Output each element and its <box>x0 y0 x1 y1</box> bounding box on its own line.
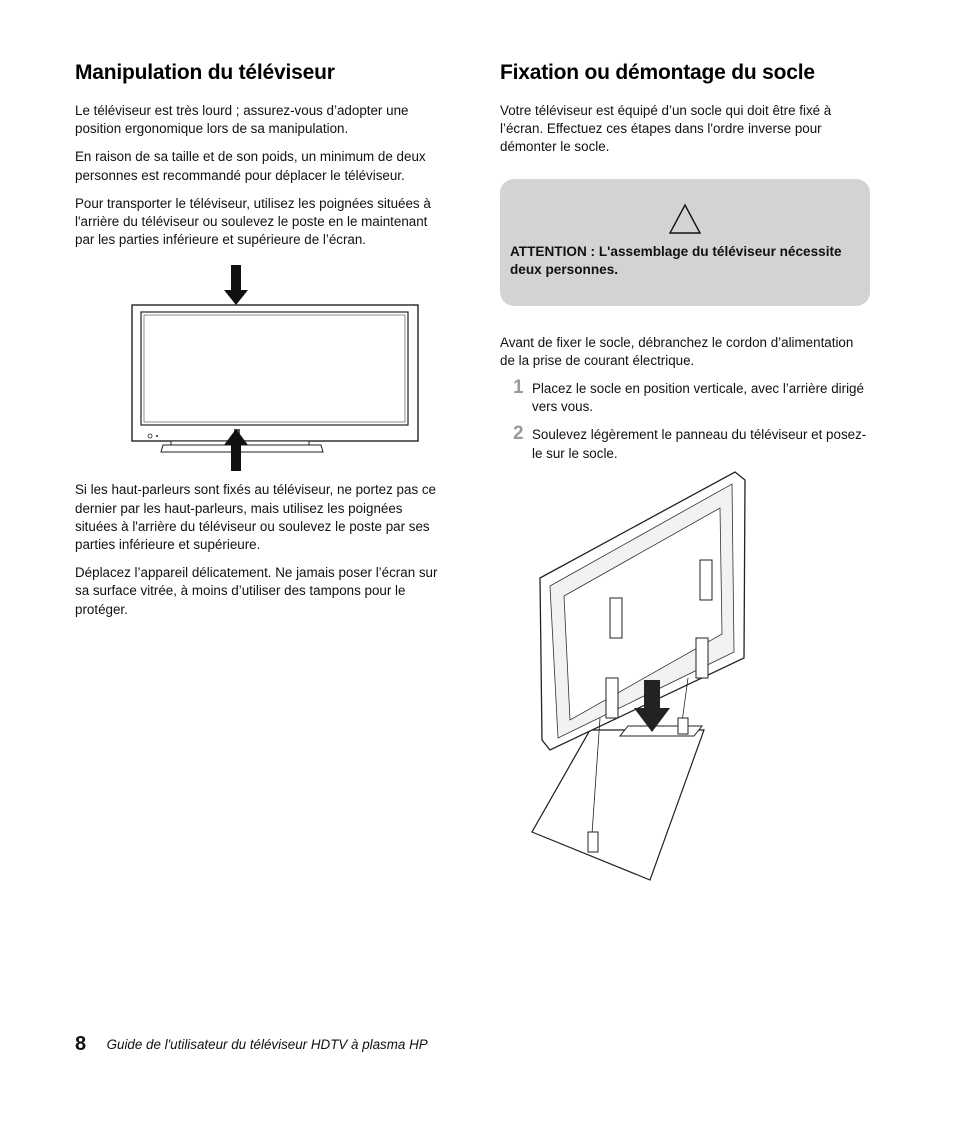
page-number: 8 <box>75 1033 87 1055</box>
steps-list <box>500 377 870 463</box>
paragraph-unplug: Avant de fixer le socle, débranchez le cordon d’alimentation de la prise de courant électrique. <box>500 334 854 368</box>
right-column <box>500 58 870 473</box>
step-1 <box>500 377 870 416</box>
tv-front-svg <box>75 259 447 471</box>
paragraph-transport: Pour transporter le téléviseur, utilisez les poignées situées à l'arrière du téléviseur ou soulevez le poste en le maintenant par les parties inférieure et supérieure de l’écran. <box>75 195 431 248</box>
section-title-handling: Manipulation du téléviseur <box>75 61 335 84</box>
step-text: Soulevez légèrement le panneau du téléviseur et posez-le sur le socle. <box>532 427 867 461</box>
tv-back-stand-svg <box>520 468 760 888</box>
page-footer <box>75 1033 775 1056</box>
paragraph-stand-intro: Votre téléviseur est équipé d’un socle qui doit être fixé à l’écran. Effectuez ces étapes dans l'ordre inverse pour démonter le socle. <box>500 103 832 155</box>
stand-mount-illustration <box>520 468 760 888</box>
step-number: 1 <box>513 377 524 399</box>
paragraph-weight: Le téléviseur est très lourd ; assurez-vous d’adopter une position ergonomique lors de sa manipulation. <box>75 103 409 137</box>
warning-triangle-icon <box>668 203 702 235</box>
left-column <box>75 58 447 629</box>
step-number: 2 <box>513 423 524 445</box>
paragraph-careful: Déplacez l’appareil délicatement. Ne jamais poser l’écran sur sa surface vitrée, à moins d’utiliser des tampons pour le protéger. <box>75 565 438 617</box>
paragraph-two-people: En raison de sa taille et de son poids, un minimum de deux personnes est recommandé pour déplacer le téléviseur. <box>75 149 426 183</box>
guide-title: Guide de l'utilisateur du téléviseur HDTV à plasma HP <box>106 1037 428 1052</box>
step-text: Placez le socle en position verticale, avec l’arrière dirigé vers vous. <box>532 381 864 415</box>
attention-box <box>500 179 870 306</box>
step-2 <box>500 423 870 462</box>
attention-text: ATTENTION : L'assemblage du téléviseur nécessite deux personnes. <box>510 243 842 278</box>
paragraph-speakers: Si les haut-parleurs sont fixés au téléviseur, ne portez pas ce dernier par les haut-parleurs, mais utilisez les poignées situées à l'arrière du téléviseur ou soulevez le poste par ses parties inférieure et supérieure. <box>75 482 436 553</box>
arrow-down-icon <box>224 265 248 305</box>
section-title-stand: Fixation ou démontage du socle <box>500 61 815 84</box>
tv-carry-illustration <box>75 259 447 471</box>
